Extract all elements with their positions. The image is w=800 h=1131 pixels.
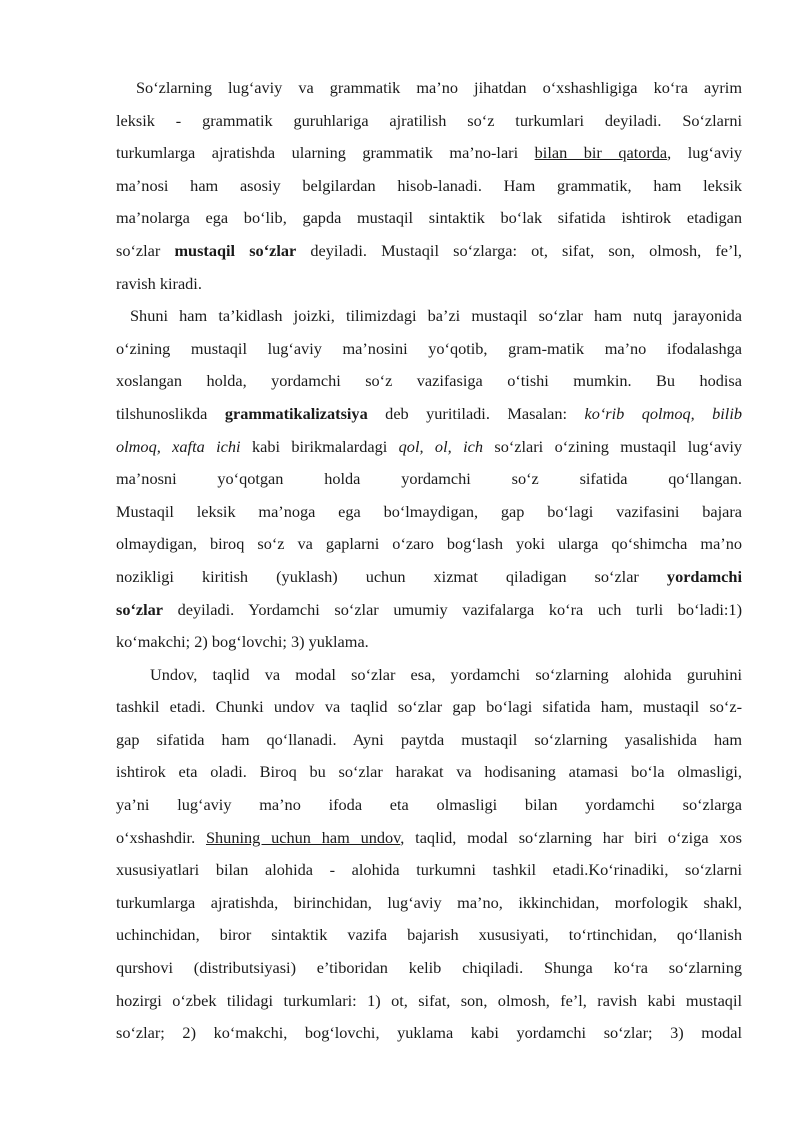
text-run: qurshovi (distributsiyasi) e’tiboridan kelib chiqiladi. Shunga ko‘ra so‘zlarning <box>116 958 742 978</box>
text-line <box>116 594 742 627</box>
document-page <box>116 72 742 1050</box>
text-run: ma’nosni yo‘qotgan holda yordamchi so‘z sifatida qo‘llangan. <box>116 469 742 489</box>
text-line <box>116 365 742 398</box>
text-run: nozikligi kiritish (yuklash) uchun xizmat qiladigan so‘zlar <box>116 566 667 586</box>
text-line <box>116 235 742 268</box>
bold-term: so‘zlar <box>116 599 164 619</box>
text-line <box>116 137 742 170</box>
text-run: gap sifatida ham qo‘llanadi. Ayni paytda mustaqil so‘zlarning yasalishida ham <box>116 729 742 749</box>
text-line <box>116 626 742 659</box>
paragraph <box>116 300 742 496</box>
text-line <box>116 822 742 855</box>
text-run: ko‘makchi; 2) bog‘lovchi; 3) yuklama. <box>116 632 369 652</box>
italic-example: olmoq, xafta ichi <box>116 436 241 456</box>
text-line <box>116 724 742 757</box>
bold-term: mustaqil so‘zlar <box>174 240 297 260</box>
text-run: so‘zlar; 2) ko‘makchi, bog‘lovchi, yuklama kabi yordamchi so‘zlar; 3) modal <box>116 1023 742 1043</box>
text-line <box>116 300 742 333</box>
text-line <box>116 789 742 822</box>
text-line <box>116 170 742 203</box>
text-line <box>116 72 742 105</box>
text-line <box>116 528 742 561</box>
text-line <box>116 1017 742 1050</box>
text-run: Shuni ham ta’kidlash joizki, tilimizdagi ba’zi mustaqil so‘zlar ham nutq jarayonida <box>130 306 742 326</box>
text-run: ma’nolarga ega bo‘lib, gapda mustaqil sintaktik bo‘lak sifatida ishtirok etadigan <box>116 208 742 228</box>
text-line <box>116 105 742 138</box>
text-run: deyiladi. Mustaqil so‘zlarga: ot, sifat, son, olmosh, fe’l, <box>296 240 742 260</box>
text-run: ma’nosi ham asosiy belgilardan hisob-lanadi. Ham grammatik, ham leksik <box>116 175 742 195</box>
text-run: o‘xshashdir. <box>116 827 206 847</box>
text-line <box>116 691 742 724</box>
text-line <box>116 333 742 366</box>
text-run: tilshunoslikda <box>116 403 225 423</box>
text-run: turkumlarga ajratishda ularning grammatik ma’no-lari <box>116 143 535 163</box>
bold-term: grammatikalizatsiya <box>224 403 368 423</box>
text-run: deyiladi. Yordamchi so‘zlar umumiy vazifalarga ko‘ra uch turli bo‘ladi:1) <box>163 599 742 619</box>
text-run: ishtirok eta oladi. Biroq bu so‘zlar harakat va hodisaning atamasi bo‘la olmasligi, <box>116 762 742 782</box>
text-run: ravish kiradi. <box>116 273 202 293</box>
text-run: xususiyatlari bilan alohida - alohida turkumni tashkil etadi.Ko‘rinadiki, so‘zlarni <box>116 860 742 880</box>
text-line <box>116 463 742 496</box>
text-line <box>116 431 742 464</box>
text-line <box>116 659 742 692</box>
text-run: , lug‘aviy <box>667 143 742 163</box>
text-run: olmaydigan, biroq so‘z va gaplarni o‘zaro bog‘lash yoki ularga qo‘shimcha ma’no <box>116 534 742 554</box>
text-line <box>116 756 742 789</box>
text-run: xoslangan holda, yordamchi so‘z vazifasiga o‘tishi mumkin. Bu hodisa <box>116 371 742 391</box>
text-run: hozirgi o‘zbek tilidagi turkumlari: 1) ot, sifat, son, olmosh, fe’l, ravish kabi mustaqil <box>116 990 742 1010</box>
text-line <box>116 268 742 301</box>
text-line <box>116 952 742 985</box>
text-run: ya’ni lug‘aviy ma’no ifoda eta olmasligi bilan yordamchi so‘zlarga <box>116 795 742 815</box>
text-run: Undov, taqlid va modal so‘zlar esa, yordamchi so‘zlarning alohida guruhini <box>150 664 742 684</box>
text-line <box>116 854 742 887</box>
text-line <box>116 887 742 920</box>
text-line <box>116 985 742 1018</box>
text-run: leksik - grammatik guruhlariga ajratilish so‘z turkumlari deyiladi. So‘zlarni <box>116 110 742 130</box>
text-run: Mustaqil leksik ma’noga ega bo‘lmaydigan, gap bo‘lagi vazifasini bajara <box>116 501 742 521</box>
underlined-text: bilan bir qatorda <box>534 143 668 163</box>
text-line <box>116 202 742 235</box>
paragraph <box>116 72 742 300</box>
text-line <box>116 398 742 431</box>
italic-example: qol, ol, ich <box>398 436 483 456</box>
text-run: so‘zlari o‘zining mustaqil lug‘aviy <box>482 436 742 456</box>
underlined-text: Shuning uchun ham undov <box>205 827 401 847</box>
text-run: kabi birikmalardagi <box>240 436 399 456</box>
bold-term: yordamchi <box>666 566 742 586</box>
text-run: o‘zining mustaqil lug‘aviy ma’nosini yo‘qotib, gram-matik ma’no ifodalashga <box>116 338 742 358</box>
text-run: tashkil etadi. Chunki undov va taqlid so‘zlar gap bo‘lagi sifatida ham, mustaqil so‘z- <box>116 697 742 717</box>
text-run: turkumlarga ajratishda, birinchidan, lug‘aviy ma’no, ikkinchidan, morfologik shakl, <box>116 892 742 912</box>
text-run: uchinchidan, biror sintaktik vazifa bajarish xususiyati, to‘rtinchidan, qo‘llanish <box>116 925 742 945</box>
text-run: so‘zlar <box>116 240 175 260</box>
text-run: deb yuritiladi. Masalan: <box>367 403 585 423</box>
text-run: So‘zlarning lug‘aviy va grammatik ma’no jihatdan o‘xshashligiga ko‘ra ayrim <box>136 78 742 97</box>
paragraph <box>116 659 742 1050</box>
text-line <box>116 496 742 529</box>
text-line <box>116 561 742 594</box>
text-run: , taqlid, modal so‘zlarning har biri o‘ziga xos <box>400 827 742 847</box>
text-line <box>116 919 742 952</box>
italic-example: ko‘rib qolmoq, bilib <box>584 403 742 423</box>
paragraph <box>116 496 742 659</box>
